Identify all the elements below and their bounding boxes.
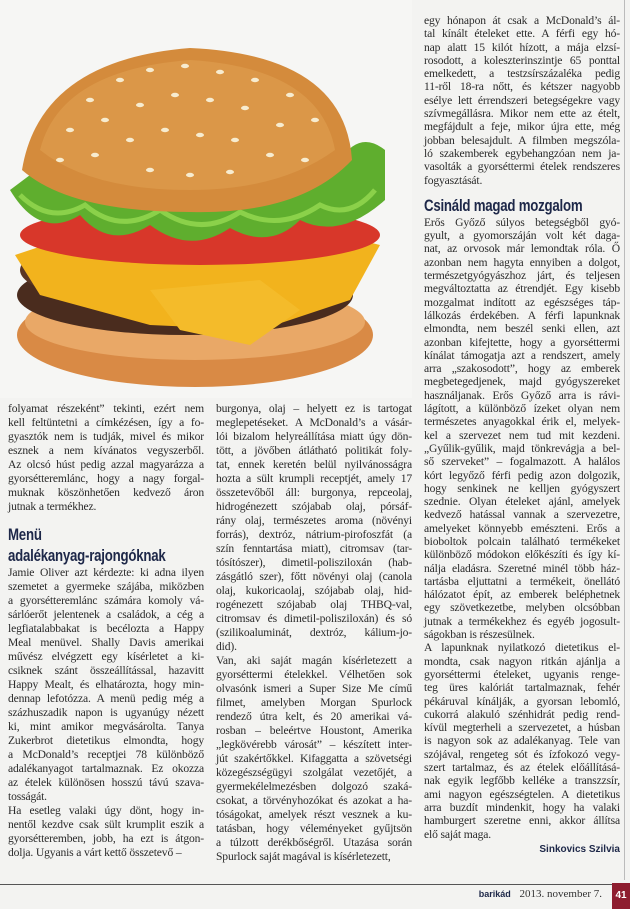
text-line: gyorséttermi ételekkel. Vélhetően sok <box>216 668 412 681</box>
paragraph <box>8 804 204 860</box>
text-line: tosságát. <box>8 790 47 803</box>
text-line: szín fenntartása miatt), citromsav (tar- <box>216 542 412 555</box>
text-line: szednie. Olyan ételeket ajánl, amelyek <box>424 495 620 509</box>
text-line: rogénezett szójabab olaj THBQ-val, <box>216 598 412 611</box>
text-line: összetevőből áll: burgonya, repceolaj, <box>216 486 412 499</box>
section-heading <box>424 195 620 216</box>
text-line: Spurlock saját magával is kísérletezett, <box>216 850 391 863</box>
text-line: tatásban, hogy véleményeket gyűjtsön <box>216 822 412 835</box>
text-line: természetgyógyászhoz járt, és teljesen <box>424 269 620 283</box>
text-line: 11-ről 18-ra nőtt, és kétszer nagyobb <box>424 80 620 94</box>
text-line: jutnak a termékhez. <box>8 500 97 513</box>
text-line: egy szövetkezetbe, melyben olcsóbban <box>424 601 620 615</box>
text-line: lói bizalom helyreállítása miatt úgy dön- <box>216 430 412 443</box>
text-line: dolja. Ugyanis a várt kettő összetevő – <box>8 846 182 859</box>
text-line: hamburgert szeretne enni, akkor állítsa <box>424 814 620 828</box>
text-line: filmet, amelyben Morgan Spurlock <box>216 696 412 709</box>
text-line: hozta a sült krumpli receptjét, amely 17 <box>216 472 412 485</box>
paragraph <box>8 402 204 514</box>
text-line: tóságokat, amelyek részt vesznek a ku- <box>216 808 412 821</box>
text-line: hálózatot épít, az emberek beléphetnek <box>424 588 620 602</box>
footer <box>479 888 602 900</box>
text-line: vasolták a gyorséttermi ételek rendszeres <box>424 160 620 174</box>
text-line: gyult, a gyomorszáján volt két daga- <box>424 229 620 243</box>
text-line: használjanak. Erős Győző arra is rávi- <box>424 388 620 402</box>
text-line: tal kínált ételeket ette. A férfi egy hó- <box>424 27 620 41</box>
text-line: mondta, csak nagyon ritkán ajánlja a <box>424 654 620 668</box>
text-line: sárlóerőt jelentenek a családok, a cég a <box>8 608 204 621</box>
text-line: emelkedett, a testzsírszázaléka pedig <box>424 67 620 81</box>
heading-line: Csináld magad mozgalom <box>424 195 583 215</box>
text-line: szemetet a gyermeke szájába, miközben <box>8 580 204 593</box>
text-line: did). <box>216 640 237 653</box>
heading-line: adalékanyag-rajongóknak <box>8 546 166 565</box>
text-line: zásgátló szer), főtt növényi olaj (canola <box>216 570 412 583</box>
text-line: (szilikoaluminát, dextróz, kálium-jo- <box>216 626 412 639</box>
text-line: gyasztók nem is tudják, mivel és mikor <box>8 430 204 443</box>
text-line: A lapunknak nyilatkozó dietetikus el- <box>424 641 620 655</box>
heading-line: Menü <box>8 525 42 544</box>
text-line: kel a szervezet nem tud mit kezdeni. <box>424 428 620 442</box>
text-line: Van, aki saját magán kísérletezett a <box>216 654 412 667</box>
text-line: Zukerbrot dietetikus elmondta, hogy <box>8 734 204 747</box>
text-line: csiknek szánt összeállítással, hazavitt <box>8 664 204 677</box>
hamburger-icon <box>0 0 412 398</box>
text-line: kórt legyőző férfi pedig azon dolgozik, <box>424 468 620 482</box>
spacer <box>8 514 204 524</box>
text-line: arra buzdít mindenkit, hogy ha valaki <box>424 800 620 814</box>
article-column-left <box>8 402 204 860</box>
text-line: hogy senkinek ne kelljen gyógyszert <box>424 481 620 495</box>
text-line: Az olcsó húst pedig azzal magyarázza a <box>8 458 204 471</box>
text-line: pékáruval kínálják, a gyorsan lebomló, <box>424 694 620 708</box>
text-line: ki, mint amikor megvásárolta. Tanya <box>8 720 204 733</box>
text-line: citromsav és dimetil-polisziloxán) és só <box>216 612 412 625</box>
text-line: nak egyik legfőbb kelléke a transzzsír, <box>424 774 620 788</box>
text-line: százhuszadik napon is ugyanúgy nézett <box>8 706 204 719</box>
text-line: gyorséttermi ételeket, ugyanis renge- <box>424 667 620 681</box>
text-line: gyorsétteremlánc, hogy a nagy forgal- <box>8 472 204 485</box>
text-line: rány olaj, természetes aroma (növényi <box>216 514 412 527</box>
text-line: teg üres kalóriát tartalmaznak, fehér <box>424 681 620 695</box>
text-line: közegészségügyi szolgálat vezetőjét, a <box>216 766 412 779</box>
text-line: bioboltok polcain található termékeket <box>424 534 620 548</box>
article-column-right <box>424 14 620 856</box>
text-line: folyamat részeként” tekinti, ezért nem <box>8 402 204 415</box>
text-line: lágított, a különböző ízeket olyan nem <box>424 402 620 416</box>
text-line: nap alatt 15 kilót hízott, a mája elzsí- <box>424 40 620 54</box>
text-line: művész elvégzett egy kísérletet a ki- <box>8 650 204 663</box>
text-line: amelyeket könnyebb emészteni. Erős a <box>424 521 620 535</box>
text-line: szójával, rengeteg sót és ízfokozó vegy- <box>424 747 620 761</box>
text-line: kell feltüntetni a címkézésen, így a fo- <box>8 416 204 429</box>
text-line: nat, az orvosok már lemondtak róla. Ő <box>424 242 620 256</box>
text-line: azonban nem hagyta ennyiben a dolgot, <box>424 255 620 269</box>
text-line: az ételek különösen hosszú távú szava- <box>8 776 204 789</box>
text-line: dennap lefotózza. A menü pedig még a <box>8 692 204 705</box>
paragraph <box>216 402 412 654</box>
paragraph <box>8 566 204 804</box>
text-line: is nagyon sok az adalékanyag. Tele van <box>424 734 620 748</box>
text-line: szert tartalmaz, és az ételek előállításá- <box>424 761 620 775</box>
text-line: muknak köszönhetően kedvező áron <box>8 486 204 499</box>
text-line: szívmegállásra. Mikor nem ette az ételt, <box>424 107 620 121</box>
text-line: gyermekélelmezésben dolgozó szaká- <box>216 780 412 793</box>
text-line: gyorsétteremben, jobb, ha ezt is átgon- <box>8 832 204 845</box>
text-line: mozgalmat indított az egészséges táp- <box>424 295 620 309</box>
text-line: nálja eladásra. Szeretné minél több ház- <box>424 561 620 575</box>
text-line: Meal menüvel. Shally Davis amerikai <box>8 636 204 649</box>
text-line: olvasónk ismeri a Super Size Me című <box>216 682 412 695</box>
spacer <box>424 187 620 195</box>
text-line: esélye lett érrendszeri betegségekre vagy <box>424 93 620 107</box>
issue-date: 2013. november 7. <box>519 888 602 900</box>
text-line: Ha esetleg valaki úgy dönt, hogy in- <box>8 804 204 817</box>
text-line: fogyasztását. <box>424 173 483 187</box>
text-line: a gyorsétteremlánc számára komoly vá- <box>8 594 204 607</box>
text-line: tat, ennek keretén belül nyilvánosságra <box>216 458 412 471</box>
text-line: jút szakértőkkel. Kifaggatta a szövetségi <box>216 752 412 765</box>
text-line: elmondta, nem beszél senki ellen, azt <box>424 322 620 336</box>
text-line: hidrogénezett szójabab olaj, pórsáf- <box>216 500 412 513</box>
paragraph <box>424 14 620 187</box>
text-line: elő saját maga. <box>424 827 491 841</box>
text-line: jutnak a termékekhez és egyéb jogosult- <box>424 614 620 628</box>
text-line: egy hónapon át csak a McDonald’s ál- <box>424 14 620 27</box>
text-line: Jamie Oliver azt kérdezte: ki adna ilyen <box>8 566 204 579</box>
page-number: 41 <box>612 883 630 909</box>
text-line: nentől kezdve csak sült krumplit eszik a <box>8 818 204 831</box>
text-line: kínálat támogatja azt a rendszert, amely <box>424 348 620 362</box>
text-line: rendező útra kelt, és 20 amerikai vá- <box>216 710 412 723</box>
text-line: jobban belesajdult. A filmben megszóla- <box>424 133 620 147</box>
text-line: csokat, a törvényhozókat és azokat a ha- <box>216 794 412 807</box>
column-divider <box>624 0 625 880</box>
text-line: esznek a nem kívánatos vegyszerből. <box>8 444 204 457</box>
text-line: arra „szakosodott”, hogy az emberek <box>424 362 620 376</box>
footer-divider <box>0 884 612 885</box>
text-line: megbetegedjenek, majd gyógyszereket <box>424 375 620 389</box>
paragraph <box>424 641 620 840</box>
section-heading <box>8 524 204 566</box>
text-line: burgonya, olaj – helyett ez is tartogat <box>216 402 412 415</box>
hamburger-photo <box>0 0 412 398</box>
text-line: lálkozás érdekében. A férfi lapunknak <box>424 308 620 322</box>
text-line: meglepetéseket. A McDonald’s a vásár- <box>216 416 412 429</box>
text-line: rosodott, a koleszterinszintje 65 ponttal <box>424 53 620 67</box>
text-line: „legkövérebb városát” – készített inter- <box>216 738 412 751</box>
article-column-middle <box>216 402 412 864</box>
text-line: Happy Mealt, és elhatározta, hogy min- <box>8 678 204 691</box>
paragraph <box>424 216 620 642</box>
text-line: a McDonald’s receptjei 78 különböző <box>8 748 204 761</box>
text-line: kedvező hatással vannak a szervezetre, <box>424 508 620 522</box>
text-line: különböző módokon előkészíti és így kí- <box>424 548 620 562</box>
text-line: tött, a jövőben átlátható politikát foly- <box>216 444 412 457</box>
magazine-logo: barikád <box>478 889 511 899</box>
text-line: ságokban is részesülnek. <box>424 628 535 642</box>
text-line: kívül megterheli a szervezetet, a húsban <box>424 721 620 735</box>
text-line: adalékanyagot tartalmaznak. Ez okozza <box>8 762 204 775</box>
text-line: megfájdult a feje, mikor újra ette, még <box>424 120 620 134</box>
text-line: ami nagyon egészségtelen. A dietetikus <box>424 787 620 801</box>
text-line: „Gyűlik-gyűlik, majd tönkrevágja a bel- <box>424 441 620 455</box>
text-line: Erős Győző súlyos betegségből gyó- <box>424 215 620 229</box>
author-name: Sinkovics Szilvia <box>539 843 620 855</box>
text-line: ső szerveket” – fogalmazott. A halálos <box>424 455 620 469</box>
text-line: természetes anyagokkal érik el, melyek- <box>424 415 620 429</box>
text-line: cukorrá alakuló szénhidrát pedig rend- <box>424 707 620 721</box>
author-byline <box>424 843 620 856</box>
text-line: ló szakemberek egybehangzóan nem ja- <box>424 146 620 160</box>
text-line: olaj, kukoricaolaj, szójabab olaj, hid- <box>216 584 412 597</box>
text-line: tósítószer), dimetil-polisziloxán (hab- <box>216 556 412 569</box>
text-line: tartásba eljuttatni a termékeit, önellátó <box>424 574 620 588</box>
text-line: rosban – beleértve Houstont, Amerika <box>216 724 412 737</box>
paragraph <box>216 654 412 864</box>
text-line: azonban kifejtette, hogy a gyorséttermi <box>424 335 620 349</box>
text-line: a túlzott derékbőségről. Utazása során <box>216 836 412 849</box>
text-line: megváltoztatta az étrendjét. Egy kisebb <box>424 282 620 296</box>
text-line: legfiatalabbakat is becélozta a Happy <box>8 622 204 635</box>
text-line: forrás), dextróz, nátrium-pirofoszfát (a <box>216 528 412 541</box>
